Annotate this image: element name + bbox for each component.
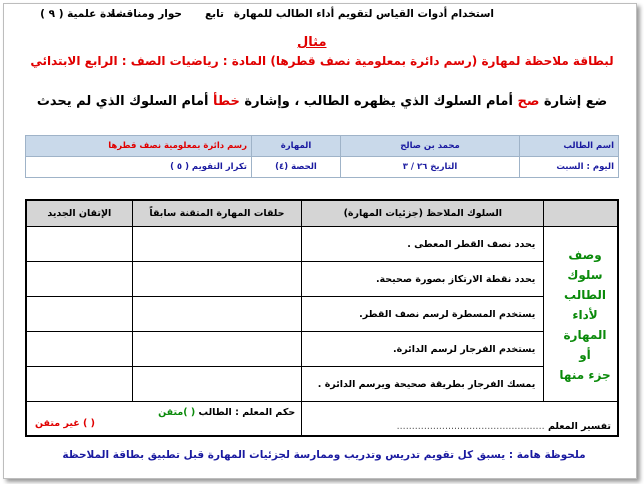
table-header-row: [26, 200, 618, 227]
header-subject: مادة علمية ( ٩ ): [40, 8, 122, 20]
new-mastery-cell[interactable]: [26, 227, 132, 262]
period-label: الحصة (٤): [252, 157, 341, 178]
side-description: [556, 245, 614, 385]
prev-links-header: حلقات المهارة المتقنة سابقاً: [132, 200, 302, 227]
repeat-label: تكرار التقويم ( ٥ ): [26, 157, 252, 178]
side-word: لأداء: [572, 308, 598, 322]
observation-table: [25, 199, 619, 437]
student-label: اسم الطالب: [520, 136, 619, 157]
instruction-wrong: خطأ: [212, 94, 240, 109]
instruction-line: [14, 94, 630, 109]
new-mastery-cell[interactable]: [26, 367, 132, 402]
new-mastery-cell[interactable]: [26, 297, 132, 332]
new-mastery-header: الإتقان الجديد: [26, 200, 132, 227]
example-label: مثال: [297, 35, 327, 50]
table-row: [26, 297, 618, 332]
table-row: [26, 332, 618, 367]
side-word: المهارة: [563, 328, 607, 342]
teacher-interp-label: تفسير المعلم: [547, 420, 611, 432]
dotted-line: .................................................: [396, 420, 545, 432]
judgment-row: [26, 402, 618, 436]
info-row-1: [26, 136, 619, 157]
header-tool: استخدام أدوات القياس لتقويم أداء الطالب للمهارة: [233, 8, 494, 20]
header-type: حوار ومناقشة: [109, 8, 182, 20]
behavior-header: السلوك الملاحظ (جزئيات المهارة): [302, 200, 544, 227]
prev-links-cell[interactable]: [132, 332, 302, 367]
important-note: ملحوظة هامة : يسبق كل تقويم تدريس وتدريب وممارسة لجزئيات المهارة قبل تطبيق بطاقة الملاحظة: [62, 449, 586, 461]
day-label: اليوم : السبت: [520, 157, 619, 178]
mastered-option[interactable]: ( )متقن: [158, 407, 196, 419]
instruction-part1: ضع إشارة: [539, 94, 608, 109]
card-title: لبطاقة ملاحظة لمهارة (رسم دائرة بمعلومية نصف قطرها) المادة : رياضيات الصف : الرابع الابتدائي: [30, 54, 614, 68]
prev-links-cell[interactable]: [132, 367, 302, 402]
instruction-correct: صح: [517, 94, 540, 109]
side-word: وصف: [568, 248, 602, 262]
prev-links-cell[interactable]: [132, 227, 302, 262]
teacher-interp-cell[interactable]: [302, 402, 618, 436]
behavior-cell: يحدد نقطة الارتكاز بصورة صحيحة.: [302, 262, 544, 297]
table-row: [26, 227, 618, 262]
new-mastery-cell[interactable]: [26, 332, 132, 367]
not-mastered-line: [31, 418, 295, 429]
info-row-2: [26, 157, 619, 178]
student-value: محمد بن صالح: [341, 136, 520, 157]
teacher-judgment-line: [31, 407, 295, 418]
prev-links-cell[interactable]: [132, 262, 302, 297]
behavior-cell: يمسك الفرجار بطريقة صحيحة ويرسم الدائرة .: [302, 367, 544, 402]
behavior-cell: يحدد نصف القطر المعطى .: [302, 227, 544, 262]
behavior-cell: يستخدم المسطرة لرسم نصف القطر.: [302, 297, 544, 332]
instruction-part3: أمام السلوك الذي لم يحدث: [36, 94, 213, 109]
header-follow: تابع: [204, 8, 224, 20]
date-value: التاريخ ٢٦ / ٣: [341, 157, 520, 178]
teacher-judgment-cell: [26, 402, 302, 436]
skill-value: رسم دائرة بمعلومية نصف قطرها: [26, 136, 252, 157]
table-row: [26, 367, 618, 402]
side-header-cell: [544, 200, 618, 227]
not-mastered-option[interactable]: ( ) غير متقن: [35, 418, 96, 430]
teacher-judgment-label: حكم المعلم : الطالب: [198, 407, 296, 419]
table-row: [26, 262, 618, 297]
side-word: أو: [579, 348, 591, 362]
side-word: جزء منها: [559, 368, 611, 382]
side-word: سلوك: [567, 268, 603, 282]
new-mastery-cell[interactable]: [26, 262, 132, 297]
skill-label: المهارة: [252, 136, 341, 157]
side-word: الطالب: [563, 288, 607, 302]
student-info-table: [25, 135, 619, 178]
instruction-part2: أمام السلوك الذي يظهره الطالب ، وإشارة: [239, 94, 518, 109]
behavior-cell: يستخدم الفرجار لرسم الدائرة.: [302, 332, 544, 367]
prev-links-cell[interactable]: [132, 297, 302, 332]
